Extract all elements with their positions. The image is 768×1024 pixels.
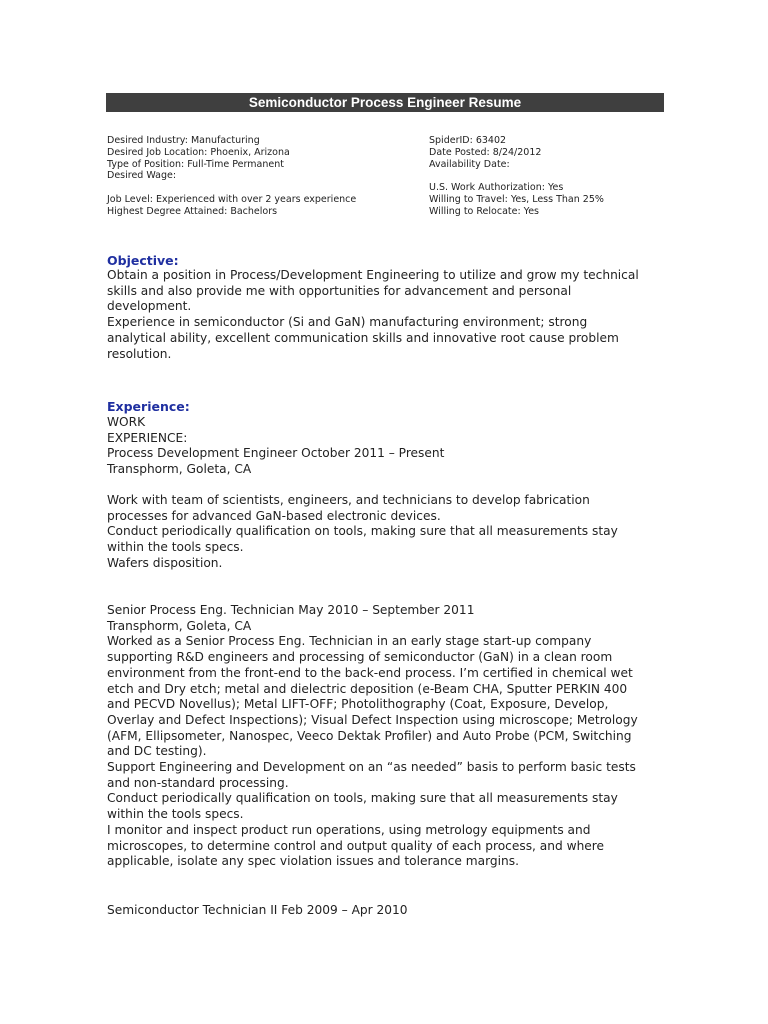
availability-date: Availability Date:: [429, 158, 510, 170]
job2-line: supporting R&D engineers and processing of semiconductor (GaN) in a clean room: [107, 650, 613, 665]
experience-line: WORK: [107, 415, 146, 429]
job2-line: and DC testing).: [107, 744, 207, 759]
objective-text: [107, 268, 667, 362]
job2-description: [107, 603, 667, 870]
type-of-position: Type of Position: Full-Time Permanent: [107, 158, 284, 170]
spacer: [429, 170, 679, 182]
work-authorization: U.S. Work Authorization: Yes: [429, 182, 564, 194]
desired-job-location: Desired Job Location: Phoenix, Arizona: [107, 146, 290, 158]
objective-line: Obtain a position in Process/Development Engineering to utilize and grow my technical: [107, 268, 639, 282]
job2-line: I monitor and inspect product run operations, using metrology equipments and: [107, 822, 591, 837]
job-details-left: [107, 135, 407, 218]
job2-line: within the tools specs.: [107, 807, 244, 822]
job3-description: [107, 903, 667, 919]
objective-heading: Objective:: [107, 253, 179, 268]
job2-title-line: Senior Process Eng. Technician May 2010 – September 2011: [107, 603, 475, 617]
job2-line: microscopes, to determine control and output quality of each process, and where: [107, 838, 605, 853]
experience-line: EXPERIENCE:: [107, 430, 188, 445]
job2-line: (AFM, Ellipsometer, Nanospec, Veeco Dektak Profiler) and Auto Probe (PCM, Switching: [107, 728, 632, 743]
job1-description: [107, 493, 667, 572]
job2-line: Overlay and Defect Inspections); Visual Defect Inspection using microscope; Metrology: [107, 712, 638, 727]
employer-line: Transphorm, Goleta, CA: [107, 462, 252, 477]
job2-line: environment from the front-end to the back-end process. I’m certified in chemical wet: [107, 665, 633, 680]
job-details-right: [429, 135, 679, 218]
willing-to-relocate: Willing to Relocate: Yes: [429, 205, 540, 217]
job2-line: Support Engineering and Development on an “as needed” basis to perform basic tests: [107, 760, 636, 775]
job-level: Job Level: Experienced with over 2 years experience: [107, 193, 357, 205]
job2-line: Conduct periodically qualification on tools, making sure that all measurements stay: [107, 791, 618, 806]
job2-line: Worked as a Senior Process Eng. Technician in an early stage start-up company: [107, 634, 592, 649]
job1-line: Conduct periodically qualification on tools, making sure that all measurements stay: [107, 524, 618, 539]
job2-line: and non-standard processing.: [107, 775, 289, 790]
job2-line: and PECVD Novellus); Metal LIFT-OFF; Photolithography (Coat, Exposure, Develop,: [107, 697, 609, 712]
desired-wage: Desired Wage:: [107, 170, 177, 182]
willing-to-travel: Willing to Travel: Yes, Less Than 25%: [429, 193, 604, 205]
date-posted: Date Posted: 8/24/2012: [429, 146, 542, 158]
job2-employer-line: Transphorm, Goleta, CA: [107, 618, 252, 633]
objective-line: Experience in semiconductor (Si and GaN) manufacturing environment; strong: [107, 315, 588, 330]
job2-line: applicable, isolate any spec violation issues and tolerance margins.: [107, 854, 519, 869]
objective-line: analytical ability, excellent communication skills and innovative root cause problem: [107, 330, 619, 345]
experience-heading: Experience:: [107, 399, 190, 414]
objective-line: development.: [107, 299, 192, 314]
job3-title-line: Semiconductor Technician II Feb 2009 – Apr 2010: [107, 903, 408, 917]
job-title-line: Process Development Engineer October 2011 – Present: [107, 446, 445, 461]
job2-line: etch and Dry etch; metal and dielectric deposition (e-Beam CHA, Sputter PERKIN 400: [107, 681, 628, 696]
job1-line: processes for advanced GaN-based electronic devices.: [107, 508, 441, 523]
job1-line: within the tools specs.: [107, 540, 244, 555]
spacer: [107, 182, 407, 194]
job1-line: Wafers disposition.: [107, 555, 223, 570]
desired-industry: Desired Industry: Manufacturing: [107, 135, 260, 146]
job1-line: Work with team of scientists, engineers, and technicians to develop fabrication: [107, 493, 590, 507]
highest-degree: Highest Degree Attained: Bachelors: [107, 205, 278, 217]
objective-line: resolution.: [107, 346, 172, 361]
objective-line: skills and also provide me with opportunities for advancement and personal: [107, 283, 572, 298]
resume-title: Semiconductor Process Engineer Resume: [106, 93, 664, 112]
spider-id: SpiderID: 63402: [429, 135, 507, 146]
experience-intro: [107, 415, 667, 478]
